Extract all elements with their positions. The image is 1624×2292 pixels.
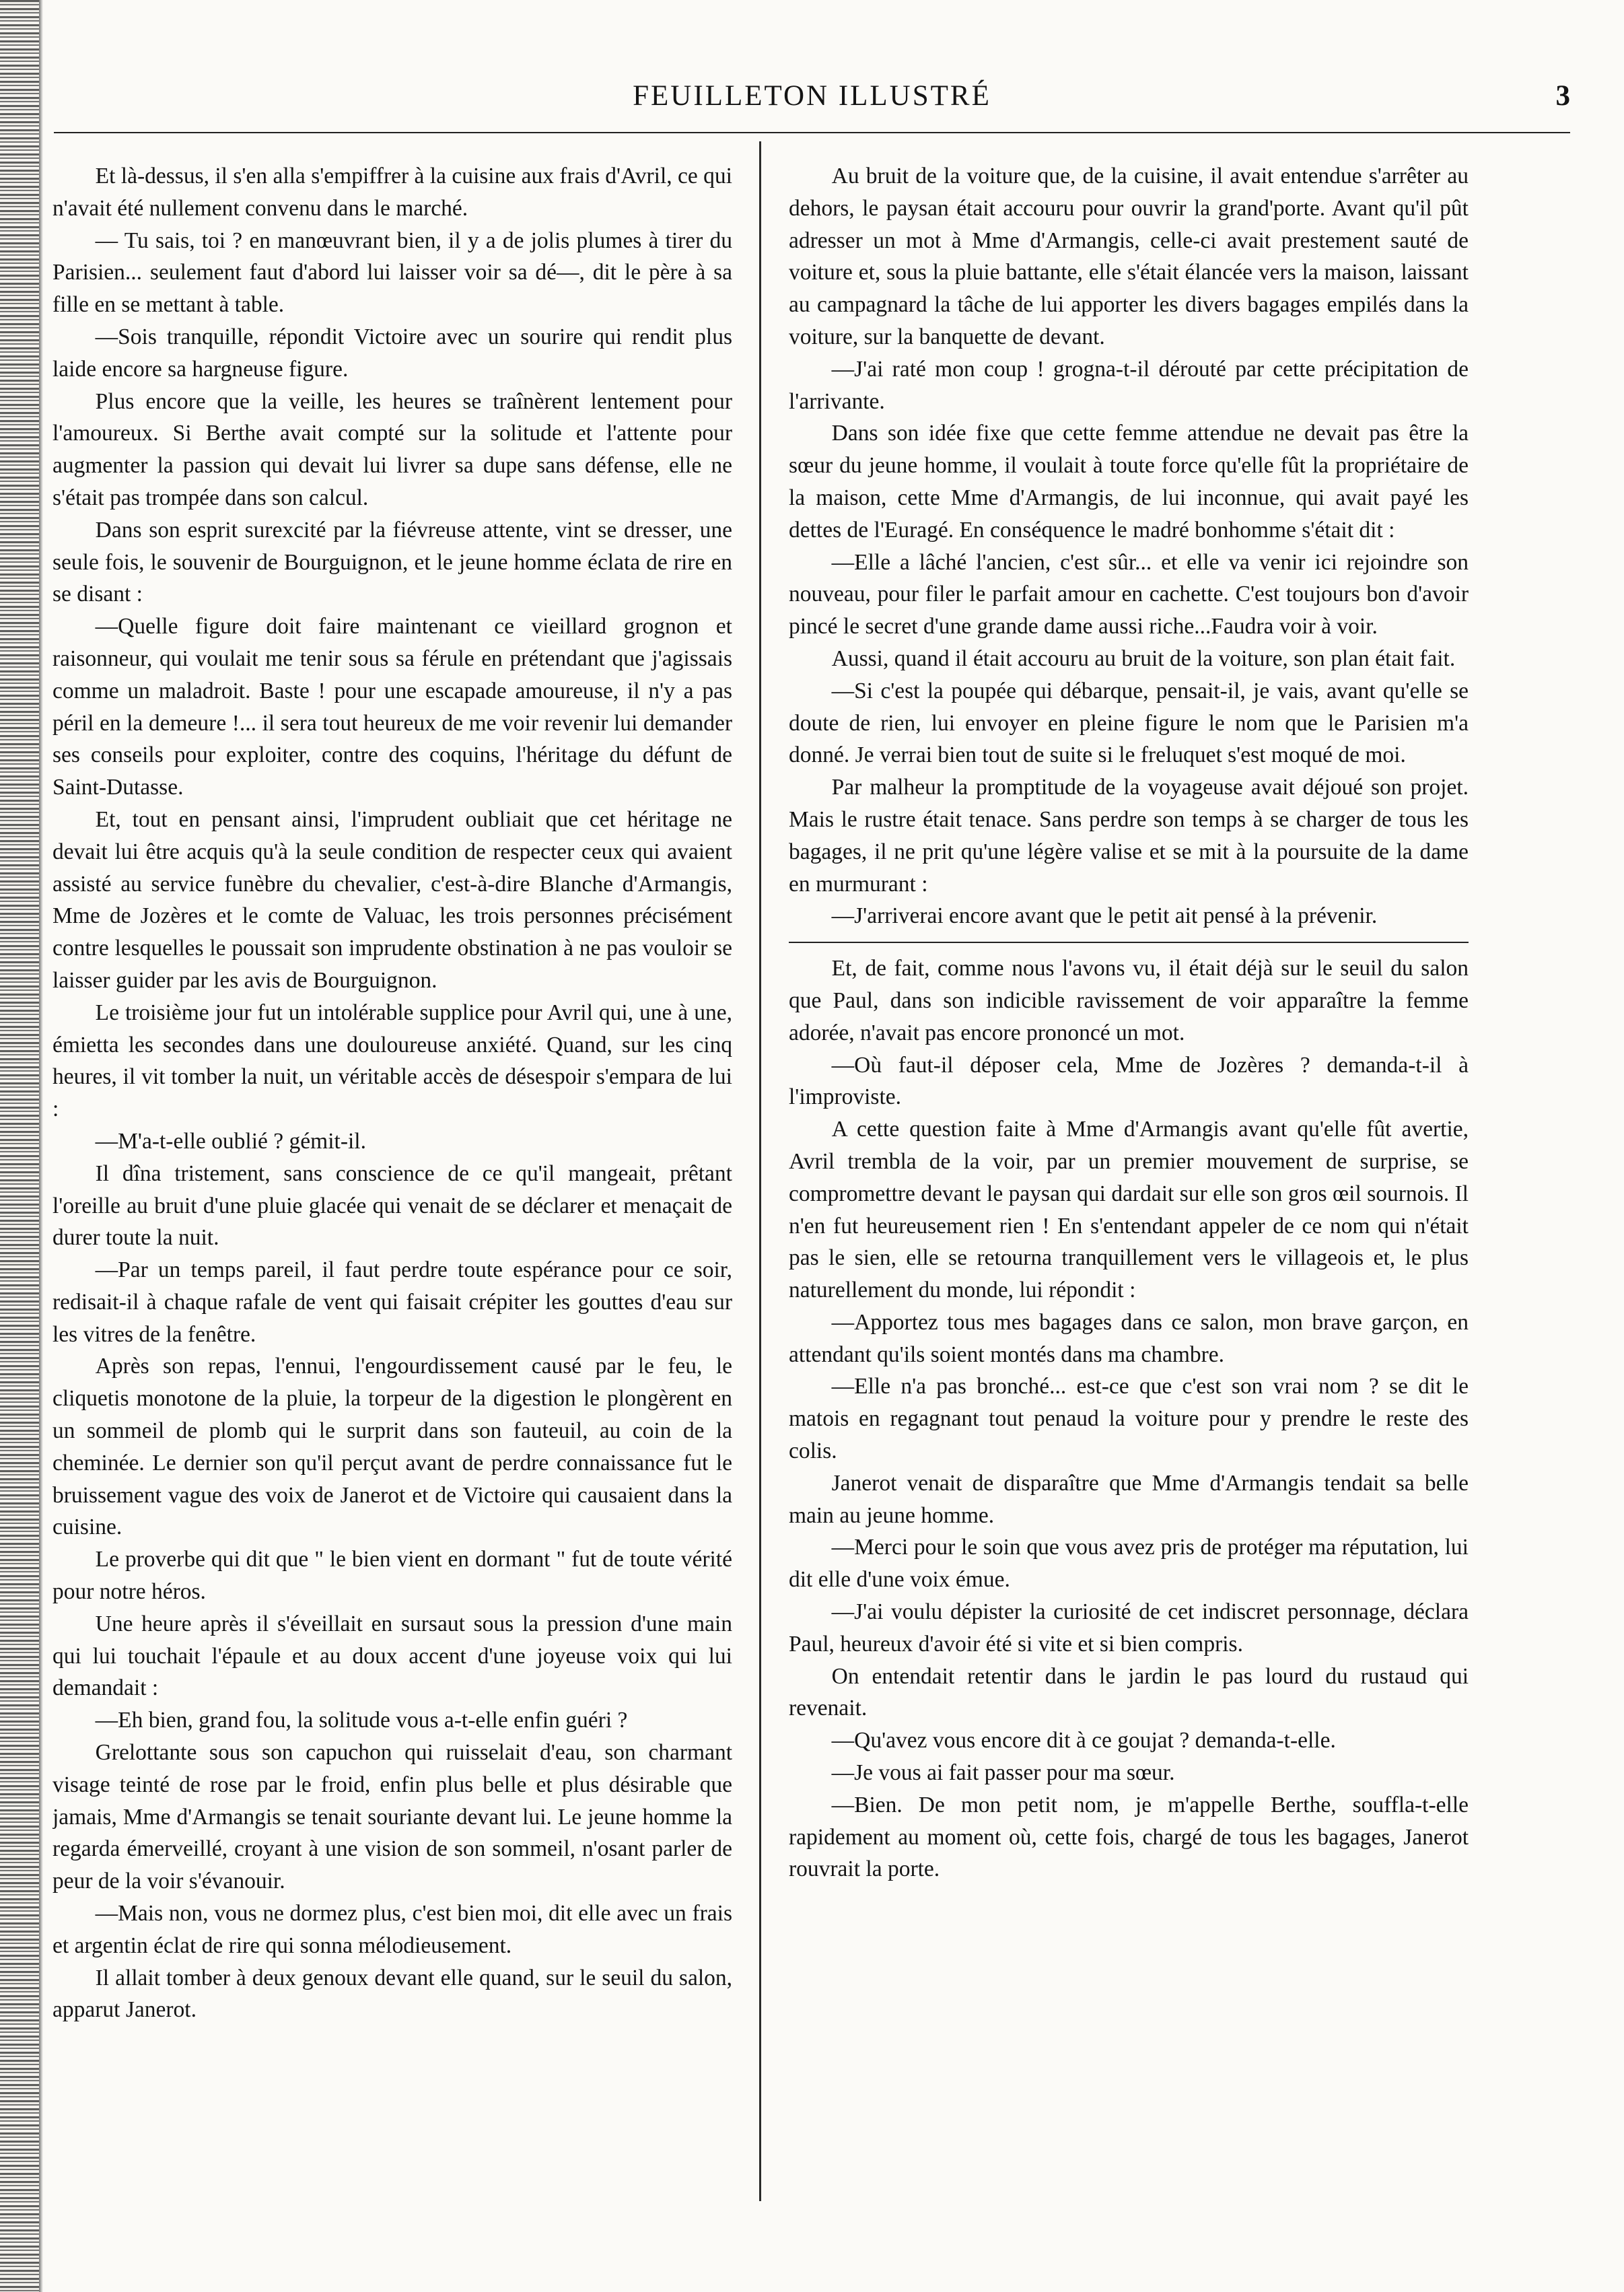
paragraph: —Elle n'a pas bronché... est-ce que c'est son vrai nom ? se dit le matois en regagnant tout penaud la voiture pour y prendre le reste des colis. bbox=[789, 1374, 1469, 1464]
right-column bbox=[789, 160, 1469, 2260]
binding-shadow bbox=[39, 0, 43, 2292]
paragraph: —J'ai voulu dépister la curiosité de cet indiscret personnage, déclara Paul, heureux d'avoir été si vite et si bien compris. bbox=[789, 1599, 1469, 1657]
paragraph: Et, tout en pensant ainsi, l'imprudent oubliait que cet héritage ne devait lui être acquis qu'à la seule condition de respecter ceux qui avaient assisté au service funèbre du chevalier, c'est-à-dire Blanche d'Armangis, Mme de Jozères et le comte de Valuac, les trois personnes précisément contre lesquelles le poussait son imprudente obstination à ne pas vouloir se laisser guider par les avis de Bourguignon. bbox=[52, 806, 732, 993]
paragraph: —M'a-t-elle oublié ? gémit-il. bbox=[95, 1128, 366, 1154]
paragraph: Plus encore que la veille, les heures se traînèrent lentement pour l'amoureux. Si Berthe avait compté sur la solitude et l'attente pour augmenter la passion qui devait lui livrer sa dupe sans défense, elle ne s'était pas trompée dans son calcul. bbox=[52, 388, 732, 510]
paragraph: —Mais non, vous ne dormez plus, c'est bien moi, dit elle avec un frais et argentin éclat de rire qui sonna mélodieusement. bbox=[52, 1901, 732, 1958]
page-title: FEUILLETON ILLUSTRÉ bbox=[633, 80, 991, 112]
paragraph: —Apportez tous mes bagages dans ce salon, mon brave garçon, en attendant qu'ils soient montés dans ma chambre. bbox=[789, 1309, 1469, 1367]
section-rule bbox=[789, 942, 1469, 943]
book-binding-edge bbox=[0, 0, 39, 2292]
paragraph: —Eh bien, grand fou, la solitude vous a-t-elle enfin guéri ? bbox=[95, 1708, 628, 1733]
paragraph: Aussi, quand il était accouru au bruit de la voiture, son plan était fait. bbox=[831, 646, 1456, 671]
page-number: 3 bbox=[1555, 80, 1570, 112]
paragraph: On entendait retentir dans le jardin le pas lourd du rustaud qui revenait. bbox=[789, 1663, 1469, 1721]
paragraph: Il dîna tristement, sans conscience de ce qu'il mangeait, prêtant l'oreille au bruit d'une pluie glacée qui venait de se déclarer et menaçait de durer toute la nuit. bbox=[52, 1160, 732, 1251]
paragraph: Grelottante sous son capuchon qui ruisselait d'eau, son charmant visage teinté de rose par le froid, enfin plus belle et plus désirable que jamais, Mme d'Armangis se tenait souriante devant lui. Le jeune homme la regarda émerveillé, croyant à une vision de son sommeil, n'osant parler de peur de la voir s'évanouir. bbox=[52, 1740, 732, 1894]
column-divider bbox=[759, 141, 761, 2201]
paragraph: —Sois tranquille, répondit Victoire avec un sourire qui rendit plus laide encore sa hargneuse figure. bbox=[52, 324, 732, 382]
paragraph: —J'arriverai encore avant que le petit ait pensé à la prévenir. bbox=[831, 903, 1378, 929]
paragraph: —Par un temps pareil, il faut perdre toute espérance pour ce soir, redisait-il à chaque rafale de vent qui faisait crépiter les gouttes d'eau sur les vitres de la fenêtre. bbox=[52, 1257, 732, 1347]
paragraph: —Je vous ai fait passer pour ma sœur. bbox=[831, 1760, 1175, 1786]
paragraph: Le proverbe qui dit que " le bien vient en dormant " fut de toute vérité pour notre héros. bbox=[52, 1547, 732, 1605]
paragraph: Et là-dessus, il s'en alla s'empiffrer à la cuisine aux frais d'Avril, ce qui n'avait été nullement convenu dans le marché. bbox=[52, 164, 732, 221]
paragraph: A cette question faite à Mme d'Armangis avant qu'elle fût avertie, Avril trembla de la voir, par un premier mouvement de surprise, se compromettre devant le paysan qui dardait sur elle son gros œil sournois. Il n'en fut heureusement rien ! En s'entendant appeler de ce nom qui n'était pas le sien, elle se retourna tranquillement vers le villageois et, le plus naturellement du monde, lui répondit : bbox=[789, 1117, 1469, 1303]
paragraph: — Tu sais, toi ? en manœuvrant bien, il y a de jolis plumes à tirer du Parisien... seulement faut d'abord lui laisser voir sa dé—, dit le père à sa fille en se mettant à table. bbox=[52, 228, 732, 318]
paragraph: Il allait tomber à deux genoux devant elle quand, sur le seuil du salon, apparut Janerot. bbox=[52, 1965, 732, 2023]
paragraph: —Elle a lâché l'ancien, c'est sûr... et elle va venir ici rejoindre son nouveau, pour filer le parfait amour en cachette. C'est toujours bon d'avoir pincé le secret d'une grande dame aussi riche...Faudra voir à voir. bbox=[789, 549, 1469, 639]
paragraph: —J'ai raté mon coup ! grogna-t-il dérouté par cette précipitation de l'arrivante. bbox=[789, 356, 1469, 414]
header-rule bbox=[54, 132, 1570, 133]
left-column bbox=[52, 160, 732, 2260]
paragraph: Par malheur la promptitude de la voyageuse avait déjoué son projet. Mais le rustre était tenace. Sans perdre son temps à se charger de tous les bagages, il ne prit qu'une légère valise et se mit à la poursuite de la dame en murmurant : bbox=[789, 775, 1469, 897]
paragraph: Et, de fait, comme nous l'avons vu, il était déjà sur le seuil du salon que Paul, dans son indicible ravissement de voir apparaître la femme adorée, n'avait pas encore prononcé un mot. bbox=[789, 956, 1469, 1045]
paragraph: Janerot venait de disparaître que Mme d'Armangis tendait sa belle main au jeune homme. bbox=[789, 1470, 1469, 1528]
paragraph: Dans son idée fixe que cette femme attendue ne devait pas être la sœur du jeune homme, il voulait à toute force qu'elle fût la propriétaire de la maison, cette Mme d'Armangis, de lui inconnue, qui avait payé les dettes de l'Euragé. En conséquence le madré bonhomme s'était dit : bbox=[789, 421, 1469, 543]
paragraph: Une heure après il s'éveillait en sursaut sous la pression d'une main qui lui touchait l'épaule et au doux accent d'une joyeuse voix qui lui demandait : bbox=[52, 1611, 732, 1701]
paragraph: —Où faut-il déposer cela, Mme de Jozères ? demanda-t-il à l'improviste. bbox=[789, 1052, 1469, 1110]
paragraph: —Bien. De mon petit nom, je m'appelle Berthe, souffla-t-elle rapidement au moment où, cette fois, chargé de tous les bagages, Janerot rouvrait la porte. bbox=[789, 1792, 1469, 1882]
paragraph: Dans son esprit surexcité par la fiévreuse attente, vint se dresser, une seule fois, le souvenir de Bourguignon, et le jeune homme éclata de rire en se disant : bbox=[52, 517, 732, 607]
paragraph: —Quelle figure doit faire maintenant ce vieillard grognon et raisonneur, qui voulait me tenir sous sa férule en prétendant que j'agissais comme un maladroit. Baste ! pour une escapade amoureuse, il n'y a pas péril en la demeure !... il sera tout heureux de me voir revenir lui demander ses conseils pour exploiter, contre des coquins, l'héritage du défunt de Saint-Dutasse. bbox=[52, 614, 732, 800]
paragraph: —Qu'avez vous encore dit à ce goujat ? demanda-t-elle. bbox=[831, 1728, 1336, 1753]
paragraph: —Merci pour le soin que vous avez pris de protéger ma réputation, lui dit elle d'une voix émue. bbox=[789, 1535, 1469, 1593]
paragraph: —Si c'est la poupée qui débarque, pensait-il, je vais, avant qu'elle se doute de rien, lui envoyer en pleine figure le nom que le Parisien m'a donné. Je verrai bien tout de suite si le freluquet s'est moqué de moi. bbox=[789, 678, 1469, 768]
paragraph: Au bruit de la voiture que, de la cuisine, il avait entendue s'arrêter au dehors, le paysan était accouru pour ouvrir la grand'porte. Avant qu'il pût adresser un mot à Mme d'Armangis, celle-ci avait prestement sauté de voiture et, sous la pluie battante, elle s'était élancée vers la maison, laissant au campagnard la tâche de lui apporter les divers bagages empilés dans la voiture, sur la banquette de devant. bbox=[789, 164, 1469, 349]
page-header bbox=[54, 79, 1570, 127]
paragraph: Après son repas, l'ennui, l'engourdissement causé par le feu, le cliquetis monotone de la pluie, la torpeur de la digestion le plongèrent en un sommeil de plomb qui le surprit dans son fauteuil, au coin de la cheminée. Le dernier son qu'il perçut avant de perdre connaissance fut le bruissement vague des voix de Janerot et de Victoire qui causaient dans la cuisine. bbox=[52, 1354, 732, 1540]
paragraph: Le troisième jour fut un intolérable supplice pour Avril qui, une à une, émietta les secondes dans une douloureuse anxiété. Quand, sur les cinq heures, il vit tomber la nuit, un véritable accès de désespoir s'empara de lui : bbox=[52, 1000, 732, 1122]
